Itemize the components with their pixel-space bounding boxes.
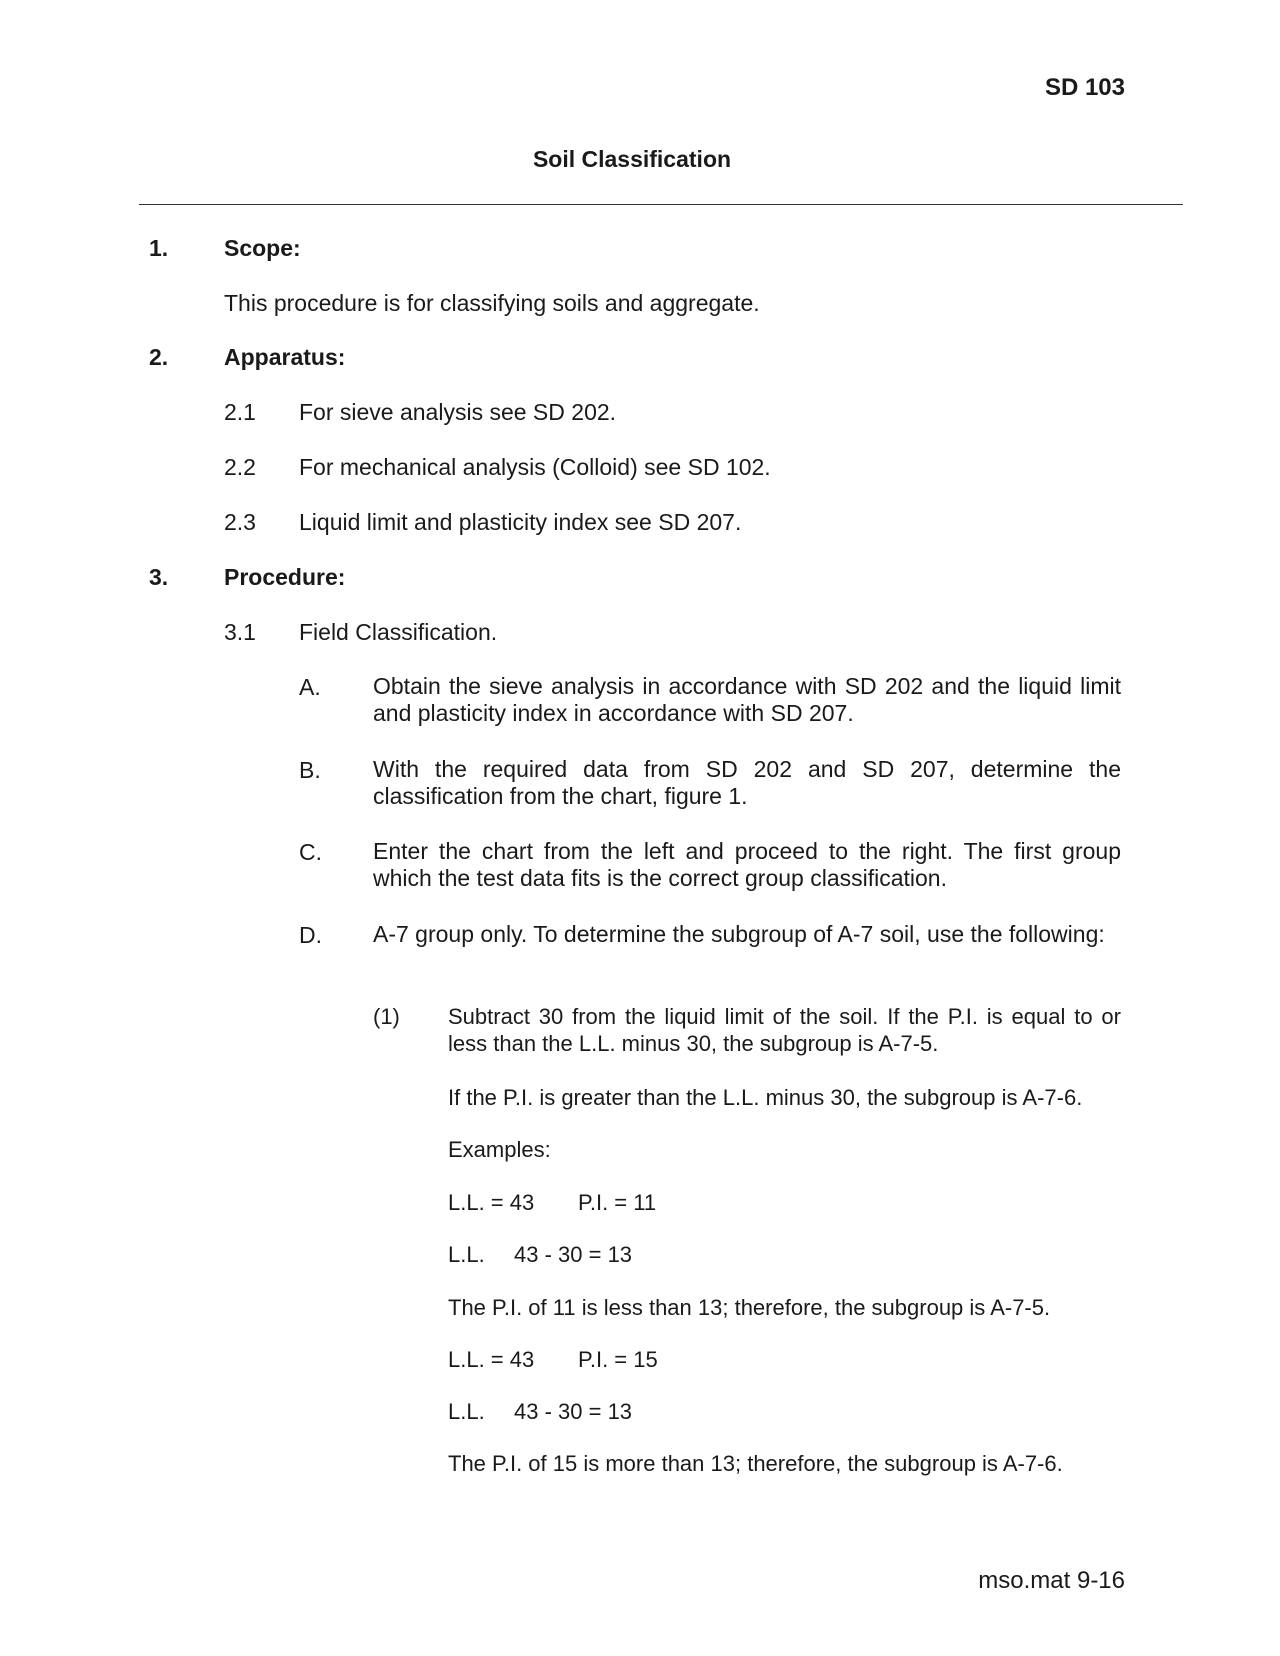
sub-item-number: (1) (373, 1004, 400, 1029)
document-id: SD 103 (1044, 74, 1125, 101)
example-calc: 43 - 30 = 13 (514, 1242, 633, 1267)
section-title-apparatus: Apparatus: (224, 344, 346, 370)
section-number-procedure: 3. (149, 564, 169, 590)
example-calc-label: L.L. (448, 1242, 485, 1267)
example-ll: L.L. = 43 (448, 1347, 535, 1372)
apparatus-item-text: Liquid limit and plasticity index see SD 207. (299, 509, 742, 535)
step-text: Enter the chart from the left and proceed to the right. The first group which the test data fits is the correct group classification. (373, 838, 1121, 891)
example-pi: P.I. = 11 (578, 1190, 657, 1215)
section-title-procedure: Procedure: (224, 564, 346, 590)
step-text: Obtain the sieve analysis in accordance with SD 202 and the liquid limit and plasticity index in accordance with SD 207. (373, 673, 1121, 726)
section-title-scope: Scope: (224, 235, 301, 261)
example-conclusion: The P.I. of 11 is less than 13; therefore, the subgroup is A-7-5. (448, 1295, 1051, 1320)
section-number-scope: 1. (149, 235, 169, 261)
page-title: Soil Classification (532, 146, 732, 172)
example-conclusion: The P.I. of 15 is more than 13; therefore, the subgroup is A-7-6. (448, 1451, 1063, 1476)
page-footer: mso.mat 9-16 (978, 1567, 1125, 1594)
examples-label: Examples: (448, 1137, 551, 1162)
procedure-sub-text: Field Classification. (299, 619, 498, 645)
apparatus-item-number: 2.2 (224, 454, 256, 480)
apparatus-item-number: 2.1 (224, 399, 256, 425)
header-divider (139, 204, 1183, 205)
apparatus-item-text: For mechanical analysis (Colloid) see SD 102. (299, 454, 771, 480)
step-letter: A. (299, 674, 321, 700)
apparatus-item-number: 2.3 (224, 509, 256, 535)
step-letter: B. (299, 757, 321, 783)
sub-item-text: If the P.I. is greater than the L.L. minus 30, the subgroup is A-7-6. (448, 1085, 1083, 1110)
step-text: A-7 group only. To determine the subgroup of A-7 soil, use the following: (373, 921, 1105, 947)
step-letter: C. (299, 839, 322, 865)
step-text: With the required data from SD 202 and SD 207, determine the classification from the chart, figure 1. (373, 756, 1121, 809)
procedure-sub-number: 3.1 (224, 619, 256, 645)
example-calc: 43 - 30 = 13 (514, 1399, 633, 1424)
scope-text: This procedure is for classifying soils and aggregate. (224, 290, 760, 316)
apparatus-item-text: For sieve analysis see SD 202. (299, 399, 617, 425)
example-pi: P.I. = 15 (578, 1347, 658, 1372)
section-number-apparatus: 2. (149, 344, 169, 370)
example-calc-label: L.L. (448, 1399, 485, 1424)
example-ll: L.L. = 43 (448, 1190, 535, 1215)
step-letter: D. (299, 922, 322, 948)
sub-item-text: Subtract 30 from the liquid limit of the soil. If the P.I. is equal to or less than the L.L. minus 30, the subgroup is A-7-5. (448, 1004, 1121, 1056)
